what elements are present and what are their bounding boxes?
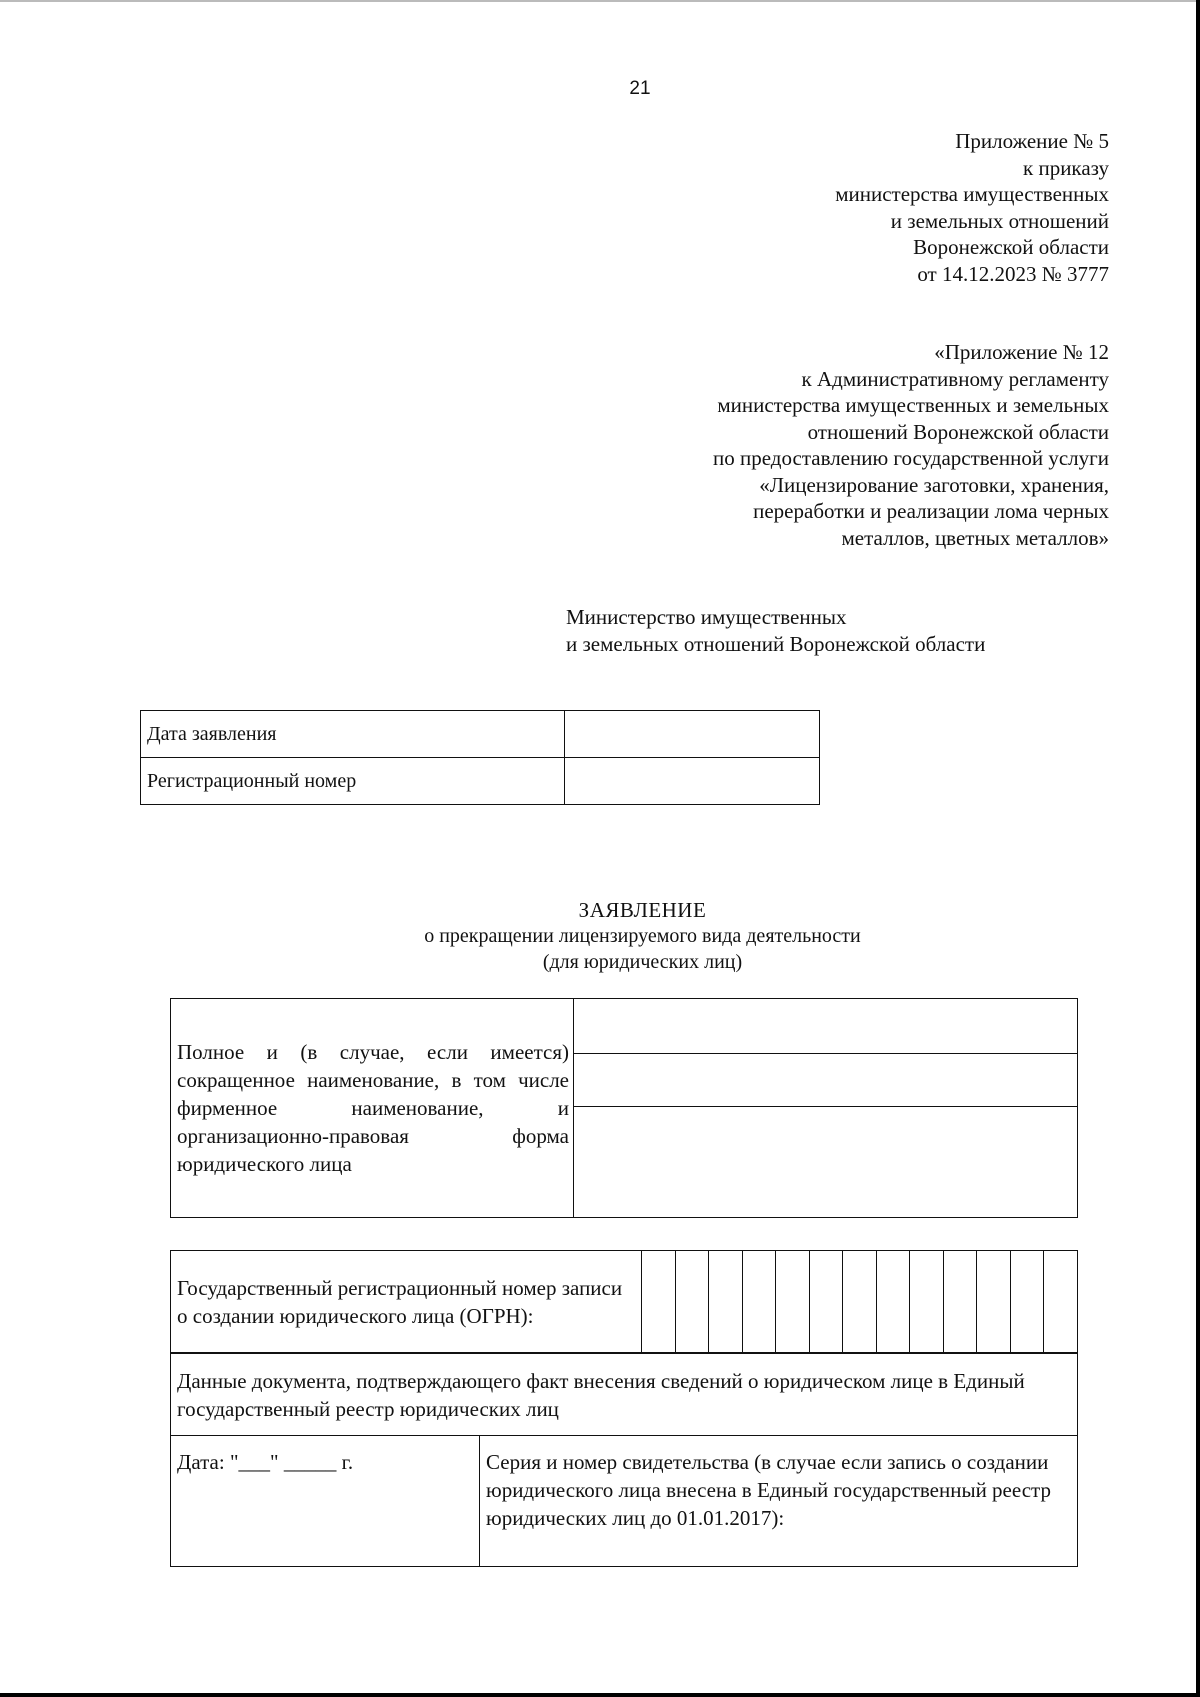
title-main: ЗАЯВЛЕНИЕ xyxy=(578,898,707,922)
appendix-12-line: к Административному регламенту xyxy=(801,366,1109,391)
appendix-12-line: металлов, цветных металлов» xyxy=(841,525,1109,550)
registration-number-label: Регистрационный номер xyxy=(141,758,565,805)
page-number: 21 xyxy=(629,78,651,99)
title-subtitle: о прекращении лицензируемого вида деятельности xyxy=(424,925,861,947)
registration-table xyxy=(140,710,820,805)
addressee-line-1: Министерство имущественных xyxy=(566,605,847,629)
certificate-serial-field[interactable]: Серия и номер свидетельства (в случае если запись о создании юридического лица внесена в Единый государственный реестр юридических лиц до 01.01.2017): xyxy=(480,1436,1078,1567)
appendix-12-line: «Лицензирование заготовки, хранения, xyxy=(759,472,1109,497)
organization-name-field[interactable] xyxy=(574,999,1077,1054)
appendix-5-line: Приложение № 5 xyxy=(955,129,1109,153)
table-row xyxy=(171,999,1078,1218)
table-row xyxy=(141,758,820,805)
organization-name-label: Полное и (в случае, если имеется) сокращенное наименование, в том числе фирменное наименование, и организационно-правовая форма юридического лица xyxy=(171,999,574,1218)
organization-name-table xyxy=(170,998,1078,1218)
organization-name-field[interactable] xyxy=(574,1054,1077,1107)
document-title xyxy=(0,897,1200,975)
application-date-field[interactable] xyxy=(565,711,820,758)
ogrn-digit-box[interactable] xyxy=(876,1251,910,1354)
registration-date-field[interactable]: Дата: "___" _____ г. xyxy=(171,1436,480,1567)
title-note: (для юридических лиц) xyxy=(542,951,743,973)
appendix-12-line: министерства имущественных и земельных xyxy=(717,393,1109,417)
ogrn-digit-box[interactable] xyxy=(776,1251,810,1354)
table-row xyxy=(171,1353,1078,1436)
application-date-label: Дата заявления xyxy=(141,711,565,758)
appendix-5-line: от 14.12.2023 № 3777 xyxy=(917,261,1109,286)
ogrn-digit-box[interactable] xyxy=(910,1251,944,1354)
appendix-12-line: «Приложение № 12 xyxy=(934,340,1109,364)
ogrn-digit-box[interactable] xyxy=(943,1251,977,1354)
organization-name-field[interactable] xyxy=(574,1107,1077,1217)
appendix-5-header xyxy=(835,128,1109,287)
addressee-line-2: и земельных отношений Воронежской области xyxy=(566,631,986,656)
table-row xyxy=(141,711,820,758)
appendix-12-line: отношений Воронежской области xyxy=(807,419,1109,444)
ogrn-digit-box[interactable] xyxy=(675,1251,709,1354)
appendix-5-line: к приказу xyxy=(1023,155,1109,180)
appendix-5-line: Воронежской области xyxy=(913,235,1109,259)
appendix-12-header xyxy=(713,339,1109,551)
ogrn-digit-box[interactable] xyxy=(977,1251,1011,1354)
table-row xyxy=(171,1251,1078,1354)
ogrn-digit-box[interactable] xyxy=(709,1251,743,1354)
ogrn-label: Государственный регистрационный номер записи о создании юридического лица (ОГРН): xyxy=(171,1251,642,1354)
ogrn-digit-box[interactable] xyxy=(809,1251,843,1354)
appendix-5-line: министерства имущественных xyxy=(835,182,1109,206)
ogrn-digit-box[interactable] xyxy=(742,1251,776,1354)
appendix-12-line: переработки и реализации лома черных xyxy=(753,499,1109,523)
ogrn-digit-box[interactable] xyxy=(642,1251,676,1354)
ogrn-table xyxy=(170,1250,1078,1354)
ogrn-digit-box[interactable] xyxy=(1010,1251,1044,1354)
egrul-document-table xyxy=(170,1352,1078,1567)
appendix-5-line: и земельных отношений xyxy=(890,208,1109,233)
ogrn-digit-box[interactable] xyxy=(1044,1251,1078,1354)
registration-number-field[interactable] xyxy=(565,758,820,805)
appendix-12-line: по предоставлению государственной услуги xyxy=(713,446,1109,470)
addressee xyxy=(566,604,985,657)
organization-name-fields xyxy=(574,999,1078,1218)
ogrn-digit-box[interactable] xyxy=(843,1251,877,1354)
egrul-document-heading: Данные документа, подтверждающего факт внесения сведений о юридическом лице в Единый государственный реестр юридических лиц xyxy=(171,1353,1078,1436)
table-row xyxy=(171,1436,1078,1567)
